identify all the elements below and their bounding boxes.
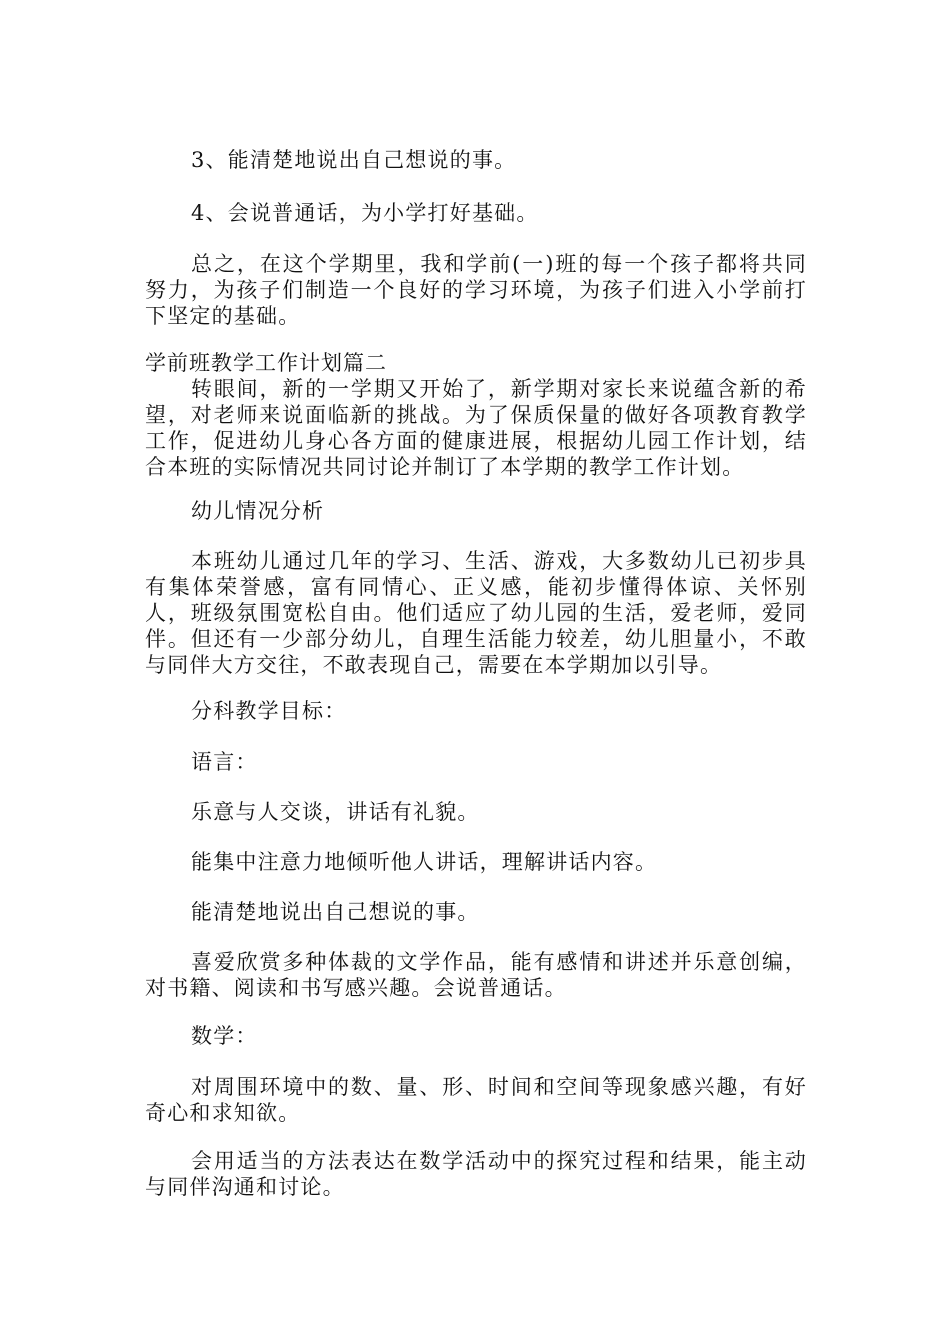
paragraph-intro: 转眼间，新的一学期又开始了，新学期对家长来说蕴含新的希望，对老师来说面临新的挑战。为了保质保量的做好各项教育教学工作，促进幼儿身心各方面的健康进展，根据幼儿园工作计划，结合本班的实际情况共同讨论并制订了本学期的教学工作计划。 bbox=[145, 377, 807, 479]
goal-math-2: 会用适当的方法表达在数学活动中的探究过程和结果，能主动与同伴沟通和讨论。 bbox=[145, 1149, 807, 1199]
goal-language-2: 能集中注意力地倾听他人讲话，理解讲话内容。 bbox=[191, 850, 658, 874]
subheading-math: 数学： bbox=[191, 1024, 258, 1048]
subheading-goals: 分科教学目标： bbox=[191, 699, 347, 723]
section-heading: 学前班教学工作计划篇二 bbox=[145, 351, 387, 375]
paragraph-summary: 总之，在这个学期里，我和学前(一)班的每一个孩子都将共同努力，为孩子们制造一个良好的学习环境，为孩子们进入小学前打下坚定的基础。 bbox=[145, 252, 807, 328]
subheading-analysis: 幼儿情况分析 bbox=[191, 499, 325, 523]
goal-math-1: 对周围环境中的数、量、形、时间和空间等现象感兴趣，有好奇心和求知欲。 bbox=[145, 1075, 807, 1125]
subheading-language: 语言： bbox=[191, 750, 258, 774]
paragraph-item-3: 3、能清楚地说出自己想说的事。 bbox=[191, 148, 517, 172]
paragraph-item-4: 4、会说普通话，为小学打好基础。 bbox=[191, 201, 539, 225]
goal-language-4: 喜爱欣赏多种体裁的文学作品，能有感情和讲述并乐意创编，对书籍、阅读和书写感兴趣。会说普通话。 bbox=[145, 950, 807, 1000]
goal-language-3: 能清楚地说出自己想说的事。 bbox=[191, 900, 480, 924]
paragraph-analysis: 本班幼儿通过几年的学习、生活、游戏，大多数幼儿已初步具有集体荣誉感，富有同情心、正义感，能初步懂得体谅、关怀别人，班级氛围宽松自由。他们适应了幼儿园的生活，爱老师，爱同伴。但还有一少部分幼儿，自理生活能力较差，幼儿胆量小，不敢与同伴大方交往，不敢表现自己，需要在本学期加以引导。 bbox=[145, 549, 807, 677]
goal-language-1: 乐意与人交谈，讲话有礼貌。 bbox=[191, 800, 480, 824]
